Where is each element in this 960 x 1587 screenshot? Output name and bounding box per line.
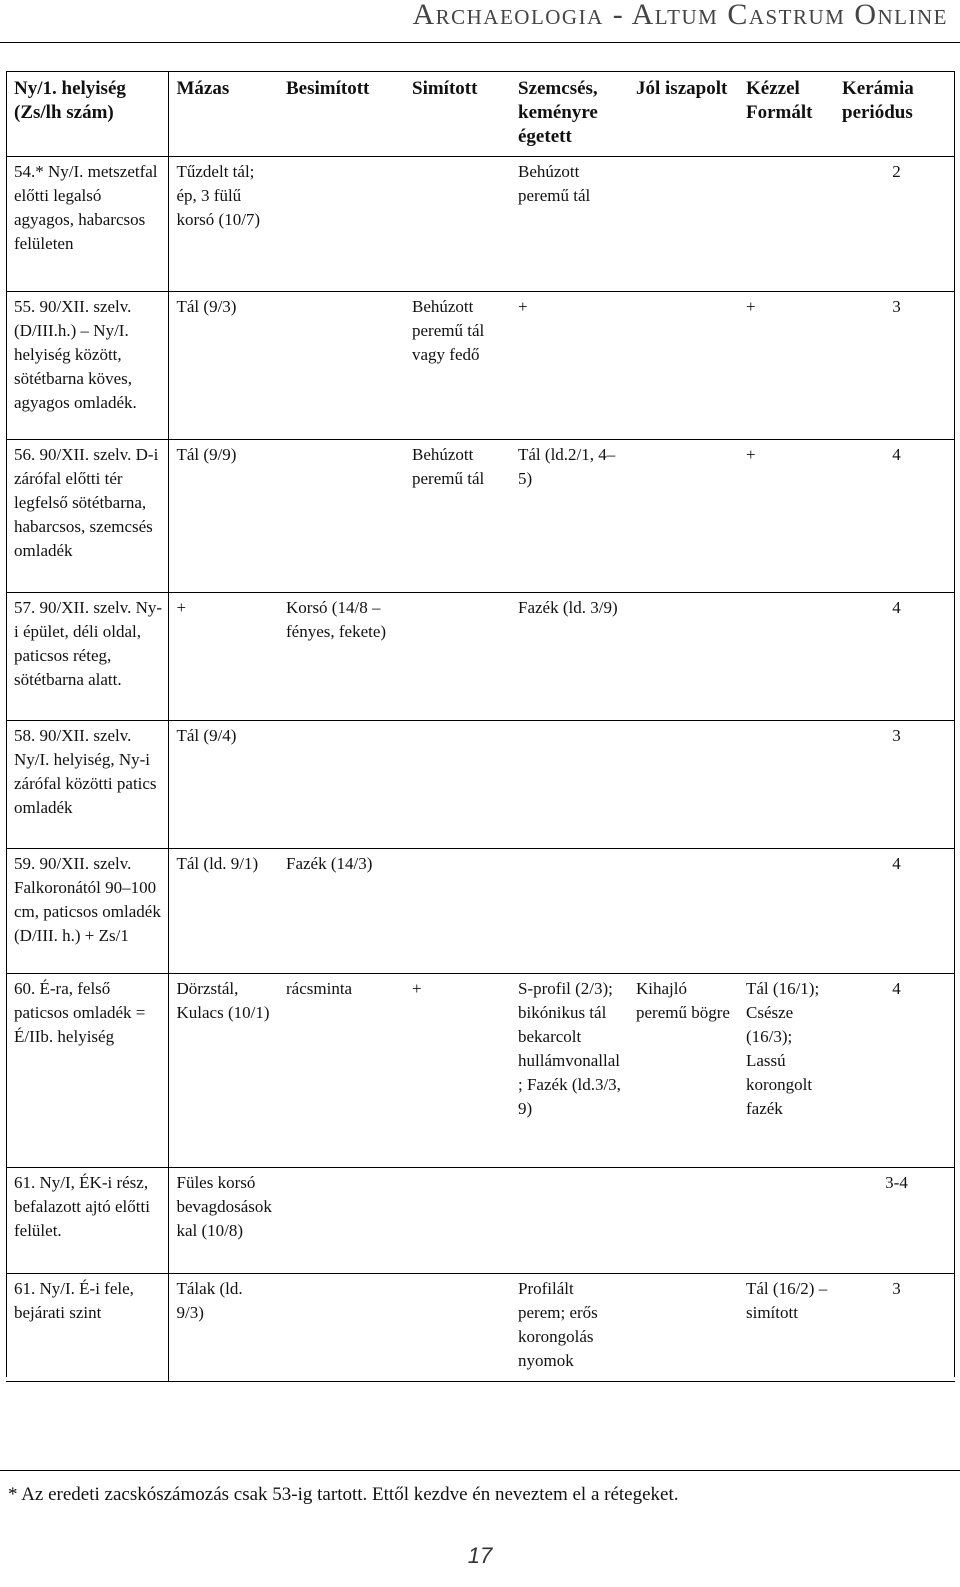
col-header-glazed: Mázas xyxy=(168,72,278,157)
layer-cell: 55. 90/XII. szelv. (D/III.h.) – Ny/I. helyiség között, sötétbarna köves, agyagos omladék. xyxy=(6,292,168,440)
table-cell: Tál (9/9) xyxy=(168,440,278,593)
table-row xyxy=(6,157,955,292)
table-cell xyxy=(510,1168,628,1274)
table-cell: Fazék (ld. 3/9) xyxy=(510,593,628,721)
table-cell xyxy=(738,1168,834,1274)
col-header-gritty: Szemcsés, keményre égetett xyxy=(510,72,628,157)
table-cell xyxy=(404,1274,510,1382)
table-cell: Füles korsó bevagdosásokkal (10/8) xyxy=(168,1168,278,1274)
col-header-period: Kerámia periódus xyxy=(834,72,955,157)
table-cell: Tál (9/3) xyxy=(168,292,278,440)
table-cell: Profilált perem; erős korongolás nyomok xyxy=(510,1274,628,1382)
table-row xyxy=(6,292,955,440)
table-cell xyxy=(628,1168,738,1274)
table-cell xyxy=(278,292,404,440)
table-cell xyxy=(278,157,404,292)
table-row xyxy=(6,849,955,974)
layer-cell: 58. 90/XII. szelv. Ny/I. helyiség, Ny-i zárófal közötti patics omladék xyxy=(6,721,168,849)
table-cell: Korsó (14/8 – fényes, fekete) xyxy=(278,593,404,721)
header-rule xyxy=(0,42,960,43)
layer-cell: 61. Ny/I. É-i fele, bejárati szint xyxy=(6,1274,168,1382)
table-row xyxy=(6,721,955,849)
table-cell xyxy=(404,1168,510,1274)
table-row xyxy=(6,593,955,721)
col-header-burnished: Besimított xyxy=(278,72,404,157)
table-cell: 4 xyxy=(834,593,955,721)
table-cell: + xyxy=(168,593,278,721)
table-cell xyxy=(628,593,738,721)
table-row xyxy=(6,1168,955,1274)
table-cell xyxy=(510,721,628,849)
table-row xyxy=(6,974,955,1168)
table-cell: Fazék (14/3) xyxy=(278,849,404,974)
layer-cell: 57. 90/XII. szelv. Ny-i épület, déli oldal, paticsos réteg, sötétbarna alatt. xyxy=(6,593,168,721)
table-cell: Tál (ld.2/1, 4–5) xyxy=(510,440,628,593)
pottery-table xyxy=(6,71,955,1382)
table-cell: 3-4 xyxy=(834,1168,955,1274)
table-cell xyxy=(738,157,834,292)
table-cell xyxy=(278,721,404,849)
table-row xyxy=(6,440,955,593)
table-cell: + xyxy=(738,440,834,593)
page-number: 17 xyxy=(467,1543,493,1568)
table-cell xyxy=(278,1274,404,1382)
table-cell xyxy=(628,849,738,974)
table-cell: Behúzott peremű tál xyxy=(404,440,510,593)
table-cell xyxy=(278,1168,404,1274)
footnote-rule xyxy=(0,1470,960,1471)
table-cell xyxy=(628,721,738,849)
table-cell: 4 xyxy=(834,974,955,1168)
table-cell: 4 xyxy=(834,440,955,593)
table-cell: Kihajló peremű bögre xyxy=(628,974,738,1168)
table-cell xyxy=(404,157,510,292)
table-cell xyxy=(738,593,834,721)
table-cell xyxy=(738,721,834,849)
layer-cell: 56. 90/XII. szelv. D-i zárófal előtti tér legfelső sötétbarna, habarcsos, szemcsés omladék xyxy=(6,440,168,593)
layer-cell: 54.* Ny/I. metszetfal előtti legalsó agyagos, habarcsos felületen xyxy=(6,157,168,292)
table-cell: S-profil (2/3); bikónikus tál bekarcolt hullámvonallal; Fazék (ld.3/3, 9) xyxy=(510,974,628,1168)
table-header-row xyxy=(6,72,955,157)
table-cell xyxy=(404,593,510,721)
footnote: * Az eredeti zacskószámozás csak 53-ig tartott. Ettől kezdve én neveztem el a rétegeket. xyxy=(8,1484,679,1505)
table-cell: Tál (16/2) – simított xyxy=(738,1274,834,1382)
col-header-handmade: Kézzel Formált xyxy=(738,72,834,157)
layer-cell: 59. 90/XII. szelv. Falkoronától 90–100 cm, paticsos omladék (D/III. h.) + Zs/1 xyxy=(6,849,168,974)
table-cell: 2 xyxy=(834,157,955,292)
table-cell xyxy=(510,849,628,974)
table-cell: Dörzstál, Kulacs (10/1) xyxy=(168,974,278,1168)
table-cell xyxy=(628,292,738,440)
table-cell xyxy=(628,1274,738,1382)
table-cell: Tál (9/4) xyxy=(168,721,278,849)
table-cell xyxy=(404,849,510,974)
table-cell: 3 xyxy=(834,1274,955,1382)
table-cell: + xyxy=(404,974,510,1168)
table-cell xyxy=(628,440,738,593)
table-cell: Tálak (ld. 9/3) xyxy=(168,1274,278,1382)
col-header-layer: Ny/1. helyiség (Zs/lh szám) xyxy=(6,72,168,157)
table-cell xyxy=(738,849,834,974)
table-cell: 3 xyxy=(834,292,955,440)
layer-cell: 60. É-ra, felső paticsos omladék = É/IIb. helyiség xyxy=(6,974,168,1168)
table-cell: Behúzott peremű tál vagy fedő xyxy=(404,292,510,440)
running-head: Archaeologia - Altum Castrum Online xyxy=(412,0,948,31)
table-row xyxy=(6,1274,955,1382)
table-cell: 4 xyxy=(834,849,955,974)
table-cell: + xyxy=(738,292,834,440)
layer-cell: 61. Ny/I, ÉK-i rész, befalazott ajtó előtti felület. xyxy=(6,1168,168,1274)
col-header-smoothed: Simított xyxy=(404,72,510,157)
col-header-well-levigated: Jól iszapolt xyxy=(628,72,738,157)
table-cell xyxy=(404,721,510,849)
table-cell: + xyxy=(510,292,628,440)
table-cell xyxy=(278,440,404,593)
table-cell: Behúzott peremű tál xyxy=(510,157,628,292)
table-cell: Tál (ld. 9/1) xyxy=(168,849,278,974)
table-cell xyxy=(628,157,738,292)
table-cell: rácsminta xyxy=(278,974,404,1168)
table-cell: Tál (16/1); Csésze (16/3); Lassú korongolt fazék xyxy=(738,974,834,1168)
table-cell: 3 xyxy=(834,721,955,849)
table-cell: Tűzdelt tál; ép, 3 fülű korsó (10/7) xyxy=(168,157,278,292)
